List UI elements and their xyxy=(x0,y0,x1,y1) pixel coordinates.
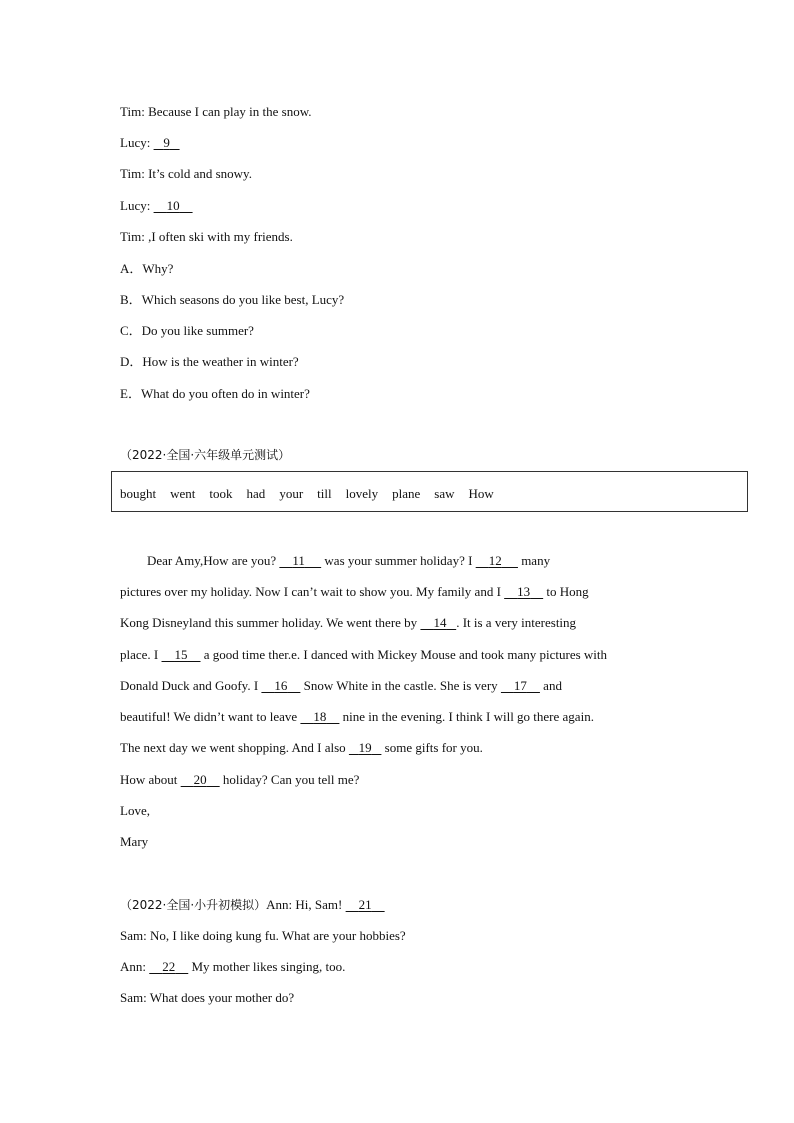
answer-blank-22[interactable]: 22 xyxy=(162,959,176,974)
word: How xyxy=(468,486,494,501)
speaker: Lucy: xyxy=(120,198,151,213)
dialogue-line-5 xyxy=(120,229,293,245)
section-3-source: （2022·全国·小升初模拟） xyxy=(120,898,267,912)
word: took xyxy=(209,486,233,501)
line-text: Because I can play in the snow. xyxy=(148,104,312,119)
word: plane xyxy=(392,486,421,501)
option-e: E．What do you often do in winter? xyxy=(120,386,310,401)
letter-line-3: Kong Disneyland this summer holiday. We went there by 14 . It is a very interesting xyxy=(120,615,577,630)
word-bank xyxy=(111,471,748,512)
dialogue-line-1 xyxy=(120,104,312,120)
word: lovely xyxy=(345,486,379,501)
answer-blank-20[interactable]: 20 xyxy=(193,772,207,787)
option-b: B．Which seasons do you like best, Lucy? xyxy=(120,292,345,307)
answer-blank-11[interactable]: 11 xyxy=(292,553,305,568)
dialogue-line-2 xyxy=(120,135,180,151)
answer-blank-13[interactable]: 13 xyxy=(517,584,531,599)
option-d: D．How is the weather in winter? xyxy=(120,354,299,369)
word: till xyxy=(317,486,332,501)
dialogue-line-3 xyxy=(120,166,252,182)
dialogue2-line-2: Sam: No, I like doing kung fu. What are your hobbies? xyxy=(120,928,406,943)
letter-signature: Mary xyxy=(120,834,149,849)
letter-line-7: The next day we went shopping. And I also 19 some gifts for you. xyxy=(120,740,483,755)
letter-line-4: place. I 15 a good time ther.e. I danced with Mickey Mouse and took many pictures with xyxy=(120,647,608,662)
word: your xyxy=(279,486,304,501)
dialogue2-line-4: Sam: What does your mother do? xyxy=(120,990,295,1005)
dialogue-line-4 xyxy=(120,198,193,214)
answer-blank-9[interactable]: 9 xyxy=(163,135,170,150)
answer-blank-21[interactable]: 21 xyxy=(358,897,372,912)
letter-line-2: pictures over my holiday. Now I can’t wait to show you. My family and I 13 to Hong xyxy=(120,584,589,599)
option-a: A．Why? xyxy=(120,261,174,276)
answer-blank-18[interactable]: 18 xyxy=(313,709,327,724)
dialogue2-line-3: Ann: 22 My mother likes singing, too. xyxy=(120,959,346,974)
word: went xyxy=(170,486,196,501)
word: saw xyxy=(434,486,455,501)
dialogue2-line-1: （2022·全国·小升初模拟）Ann: Hi, Sam! 21 xyxy=(120,897,385,913)
speaker: Tim: xyxy=(120,166,145,181)
section-2-source: （2022·全国·六年级单元测试） xyxy=(120,448,291,462)
answer-blank-12[interactable]: 12 xyxy=(488,553,502,568)
speaker: Lucy: xyxy=(120,135,151,150)
letter-line-8: How about 20 holiday? Can you tell me? xyxy=(120,772,360,787)
answer-blank-17[interactable]: 17 xyxy=(513,678,527,693)
answer-blank-16[interactable]: 16 xyxy=(274,678,288,693)
word: bought xyxy=(120,486,157,501)
answer-blank-14[interactable]: 14 xyxy=(433,615,447,630)
answer-blank-15[interactable]: 15 xyxy=(174,647,188,662)
option-c: C．Do you like summer? xyxy=(120,323,254,338)
letter-closing: Love, xyxy=(120,803,150,818)
answer-blank-19[interactable]: 19 xyxy=(358,740,372,755)
speaker: Tim: xyxy=(120,229,145,244)
word: had xyxy=(246,486,266,501)
letter-line-6: beautiful! We didn’t want to leave 18 nine in the evening. I think I will go there again. xyxy=(120,709,594,724)
letter-line-1: Dear Amy,How are you? 11 was your summer holiday? I 12 many xyxy=(147,553,551,568)
line-text: It’s cold and snowy. xyxy=(148,166,252,181)
line-text: ,I often ski with my friends. xyxy=(148,229,293,244)
answer-blank-10[interactable]: 10 xyxy=(166,198,180,213)
speaker: Tim: xyxy=(120,104,145,119)
letter-line-5: Donald Duck and Goofy. I 16 Snow White in the castle. She is very 17 and xyxy=(120,678,562,693)
